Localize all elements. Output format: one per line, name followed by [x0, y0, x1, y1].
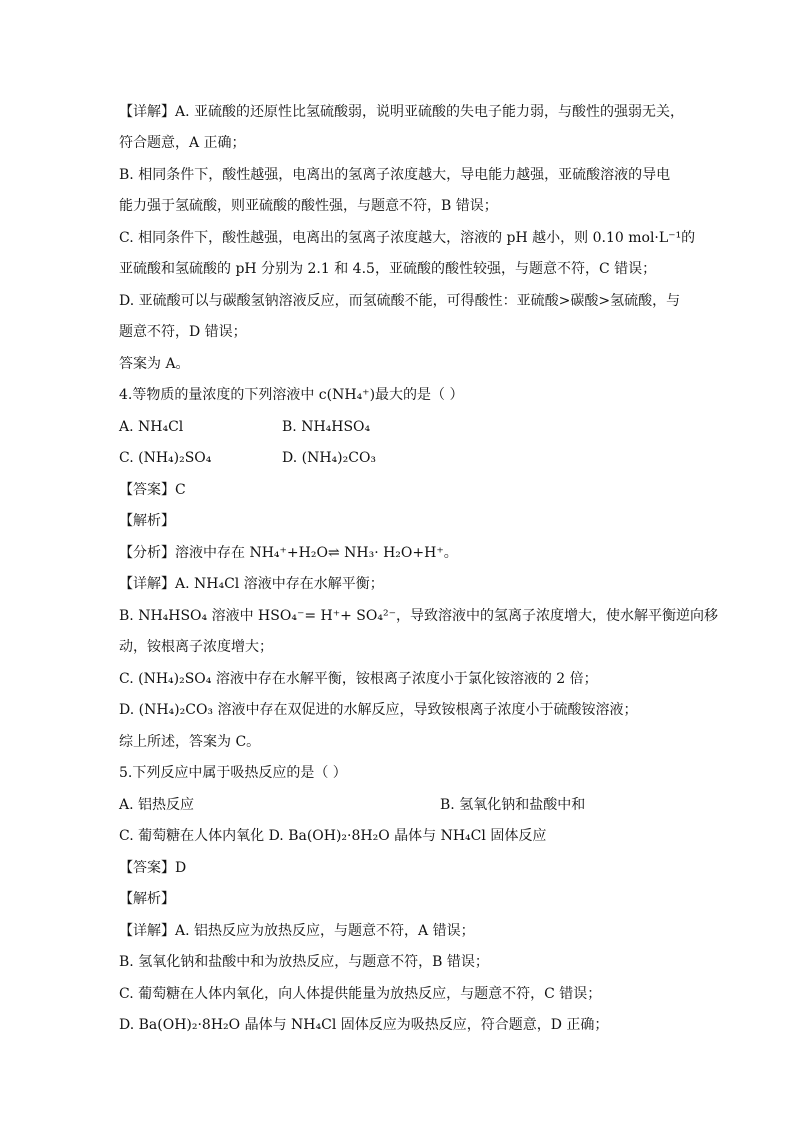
text-line: 【详解】A. 亚硫酸的还原性比氢硫酸弱，说明亚硫酸的失电子能力弱，与酸性的强弱无关， [119, 104, 685, 120]
option-a: A. NH₄Cl [119, 419, 184, 435]
text-line: B. NH₄HSO₄ 溶液中 HSO₄⁻= H⁺+ SO₄²⁻，导致溶液中的氢离子浓度增大，使水解平衡逆向移 [119, 608, 718, 624]
option-b: B. 氢氧化钠和盐酸中和 [440, 797, 586, 813]
analysis-label: 【解析】 [119, 513, 175, 529]
text-line: 【分析】溶液中存在 NH₄⁺+H₂O⇌ NH₃· H₂O+H⁺。 [119, 545, 458, 561]
text-line: B. 氢氧化钠和盐酸中和为放热反应，与题意不符，B 错误； [119, 954, 489, 970]
text-line: 综上所述，答案为 C。 [119, 734, 261, 750]
text-line: D. Ba(OH)₂·8H₂O 晶体与 NH₄Cl 固体反应为吸热反应，符合题意，D 正确； [119, 1017, 609, 1033]
analysis-label: 【解析】 [119, 891, 175, 907]
text-line: 【详解】A. 铝热反应为放热反应，与题意不符，A 错误； [119, 923, 475, 939]
text-line: B. 相同条件下，酸性越强，电离出的氢离子浓度越大，导电能力越强，亚硫酸溶液的导电 [119, 167, 671, 183]
option-d: D. (NH₄)₂CO₃ [282, 450, 377, 466]
question-5-stem: 5.下列反应中属于吸热反应的是（ ） [119, 765, 347, 781]
option-b: B. NH₄HSO₄ [282, 419, 371, 435]
text-line: C. (NH₄)₂SO₄ 溶液中存在水解平衡，铵根离子浓度小于氯化铵溶液的 2 倍； [119, 671, 598, 687]
text-line: 【详解】A. NH₄Cl 溶液中存在水解平衡； [119, 576, 384, 592]
question-4-stem: 4.等物质的量浓度的下列溶液中 c(NH₄⁺)最大的是（ ） [119, 387, 464, 403]
text-line: 符合题意，A 正确； [119, 135, 246, 151]
answer-label: 【答案】D [119, 860, 187, 876]
text-line: 动，铵根离子浓度增大； [119, 639, 273, 655]
text-line: 亚硫酸和氢硫酸的 pH 分别为 2.1 和 4.5，亚硫酸的酸性较强，与题意不符，C 错误； [119, 261, 657, 277]
text-line: C. 葡萄糖在人体内氧化，向人体提供能量为放热反应，与题意不符，C 错误； [119, 986, 602, 1002]
text-line: C. 相同条件下，酸性越强，电离出的氢离子浓度越大，溶液的 pH 越小，则 0.10 mol·L⁻¹的 [119, 230, 696, 246]
text-line: D. 亚硫酸可以与碳酸氢钠溶液反应，而氢硫酸不能，可得酸性：亚硫酸>碳酸>氢硫酸，与 [119, 293, 681, 309]
text-line: 题意不符，D 错误； [119, 324, 247, 340]
answer-label: 【答案】C [119, 482, 186, 498]
text-line: 答案为 A。 [119, 356, 190, 372]
options-c-d: C. 葡萄糖在人体内氧化 D. Ba(OH)₂·8H₂O 晶体与 NH₄Cl 固体反应 [119, 828, 547, 844]
option-c: C. (NH₄)₂SO₄ [119, 450, 212, 466]
text-line: D. (NH₄)₂CO₃ 溶液中存在双促进的水解反应，导致铵根离子浓度小于硫酸铵溶液； [119, 702, 638, 718]
text-line: 能力强于氢硫酸，则亚硫酸的酸性强，与题意不符，B 错误； [119, 198, 498, 214]
option-a: A. 铝热反应 [119, 797, 195, 813]
